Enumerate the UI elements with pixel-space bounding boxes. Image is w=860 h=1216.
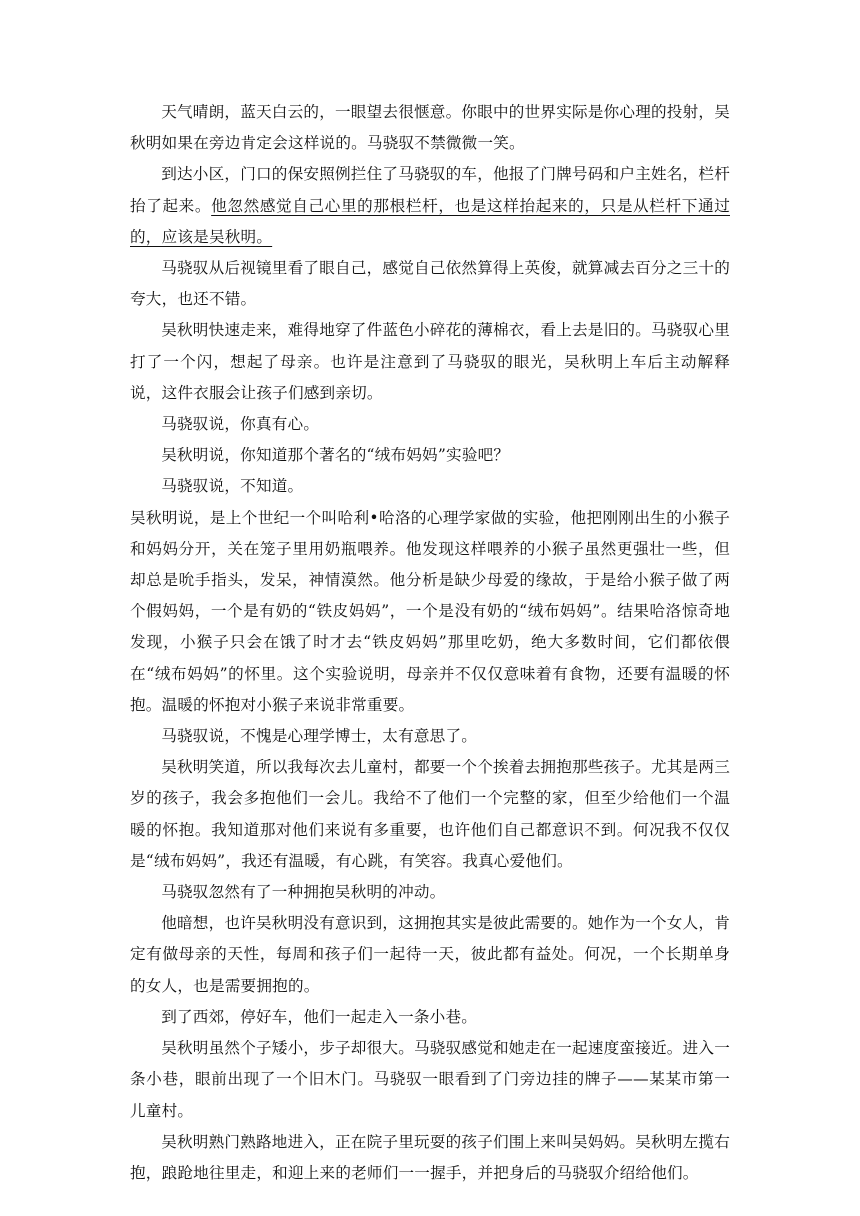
paragraph-11: 马骁驭忽然有了一种拥抱吴秋明的冲动。 — [161, 883, 446, 902]
paragraph-6: 吴秋明说，你知道那个著名的“绒布妈妈”实验吧？ — [161, 446, 510, 465]
document-body — [130, 97, 730, 1189]
paragraph-4: 吴秋明快速走来，难得地穿了件蓝色小碎花的薄棉衣，看上去是旧的。马骁驭心里打了一个闪，想起了母亲。也许是注意到了马骁驭的眼光，吴秋明上车后主动解释说，这件衣服会让孩子们感到亲切。 — [130, 321, 730, 402]
paragraph-2 — [130, 159, 730, 253]
paragraph-3: 马骁驭从后视镜里看了眼自己，感觉自己依然算得上英俊，就算减去百分之三十的夸大，也还不错。 — [130, 259, 730, 309]
underlined-sentence: 他忽然感觉自己心里的那根栏杆，也是这样抬起来的，只是从栏杆下通过的，应该是吴秋明。 — [130, 196, 730, 246]
paragraph-7: 马骁驭说，不知道。 — [161, 477, 304, 496]
paragraph-15: 吴秋明熟门熟路地进入，正在院子里玩耍的孩子们围上来叫吴妈妈。吴秋明左揽右抱，踉跄地往里走，和迎上来的老师们一一握手，并把身后的马骁驭介绍给他们。 — [130, 1132, 730, 1182]
paragraph-12: 他暗想，也许吴秋明没有意识到，这拥抱其实是彼此需要的。她作为一个女人，肯定有做母亲的天性，每周和孩子们一起待一天，彼此都有益处。何况，一个长期单身的女人，也是需要拥抱的。 — [130, 914, 730, 995]
paragraph-2-text: 到达小区，门口的保安照例拦住了马骁驭的车，他报了门牌号码和户主姓名，栏杆抬了起来。 — [130, 165, 730, 215]
paragraph-10: 吴秋明笑道，所以我每次去儿童村，都要一个个挨着去拥抱那些孩子。尤其是两三岁的孩子，我会多抱他们一会儿。我给不了他们一个完整的家，但至少给他们一个温暖的怀抱。我知道那对他们来说有多重要，也许他们自己都意识不到。何况我不仅仅是“绒布妈妈”，我还有温暖，有心跳，有笑容。我真心爱他们。 — [130, 758, 730, 870]
paragraph-8: 吴秋明说，是上个世纪一个叫哈利•哈洛的心理学家做的实验，他把刚刚出生的小猴子和妈妈分开，关在笼子里用奶瓶喂养。他发现这样喂养的小猴子虽然更强壮一些，但却总是吮手指头，发呆，神情漠然。他分析是缺少母爱的缘故，于是给小猴子做了两个假妈妈，一个是有奶的“铁皮妈妈”，一个是没有奶的“绒布妈妈”。结果哈洛惊奇地发现，小猴子只会在饿了时才去“铁皮妈妈”那里吃奶，绝大多数时间，它们都依偎在“绒布妈妈”的怀里。这个实验说明，母亲并不仅仅意味着有食物，还要有温暖的怀抱。温暖的怀抱对小猴子来说非常重要。 — [130, 508, 730, 714]
paragraph-1: 天气晴朗，蓝天白云的，一眼望去很惬意。你眼中的世界实际是你心理的投射，吴秋明如果在旁边肯定会这样说的。马骁驭不禁微微一笑。 — [130, 103, 730, 153]
paragraph-9: 马骁驭说，不愧是心理学博士，太有意思了。 — [161, 727, 478, 746]
paragraph-13: 到了西郊，停好车，他们一起走入一条小巷。 — [161, 1007, 478, 1026]
paragraph-14: 吴秋明虽然个子矮小，步子却很大。马骁驭感觉和她走在一起速度蛮接近。进入一条小巷，眼前出现了一个旧木门。马骁驭一眼看到了门旁边挂的牌子——某某市第一儿童村。 — [130, 1039, 730, 1120]
paragraph-5: 马骁驭说，你真有心。 — [161, 415, 320, 434]
